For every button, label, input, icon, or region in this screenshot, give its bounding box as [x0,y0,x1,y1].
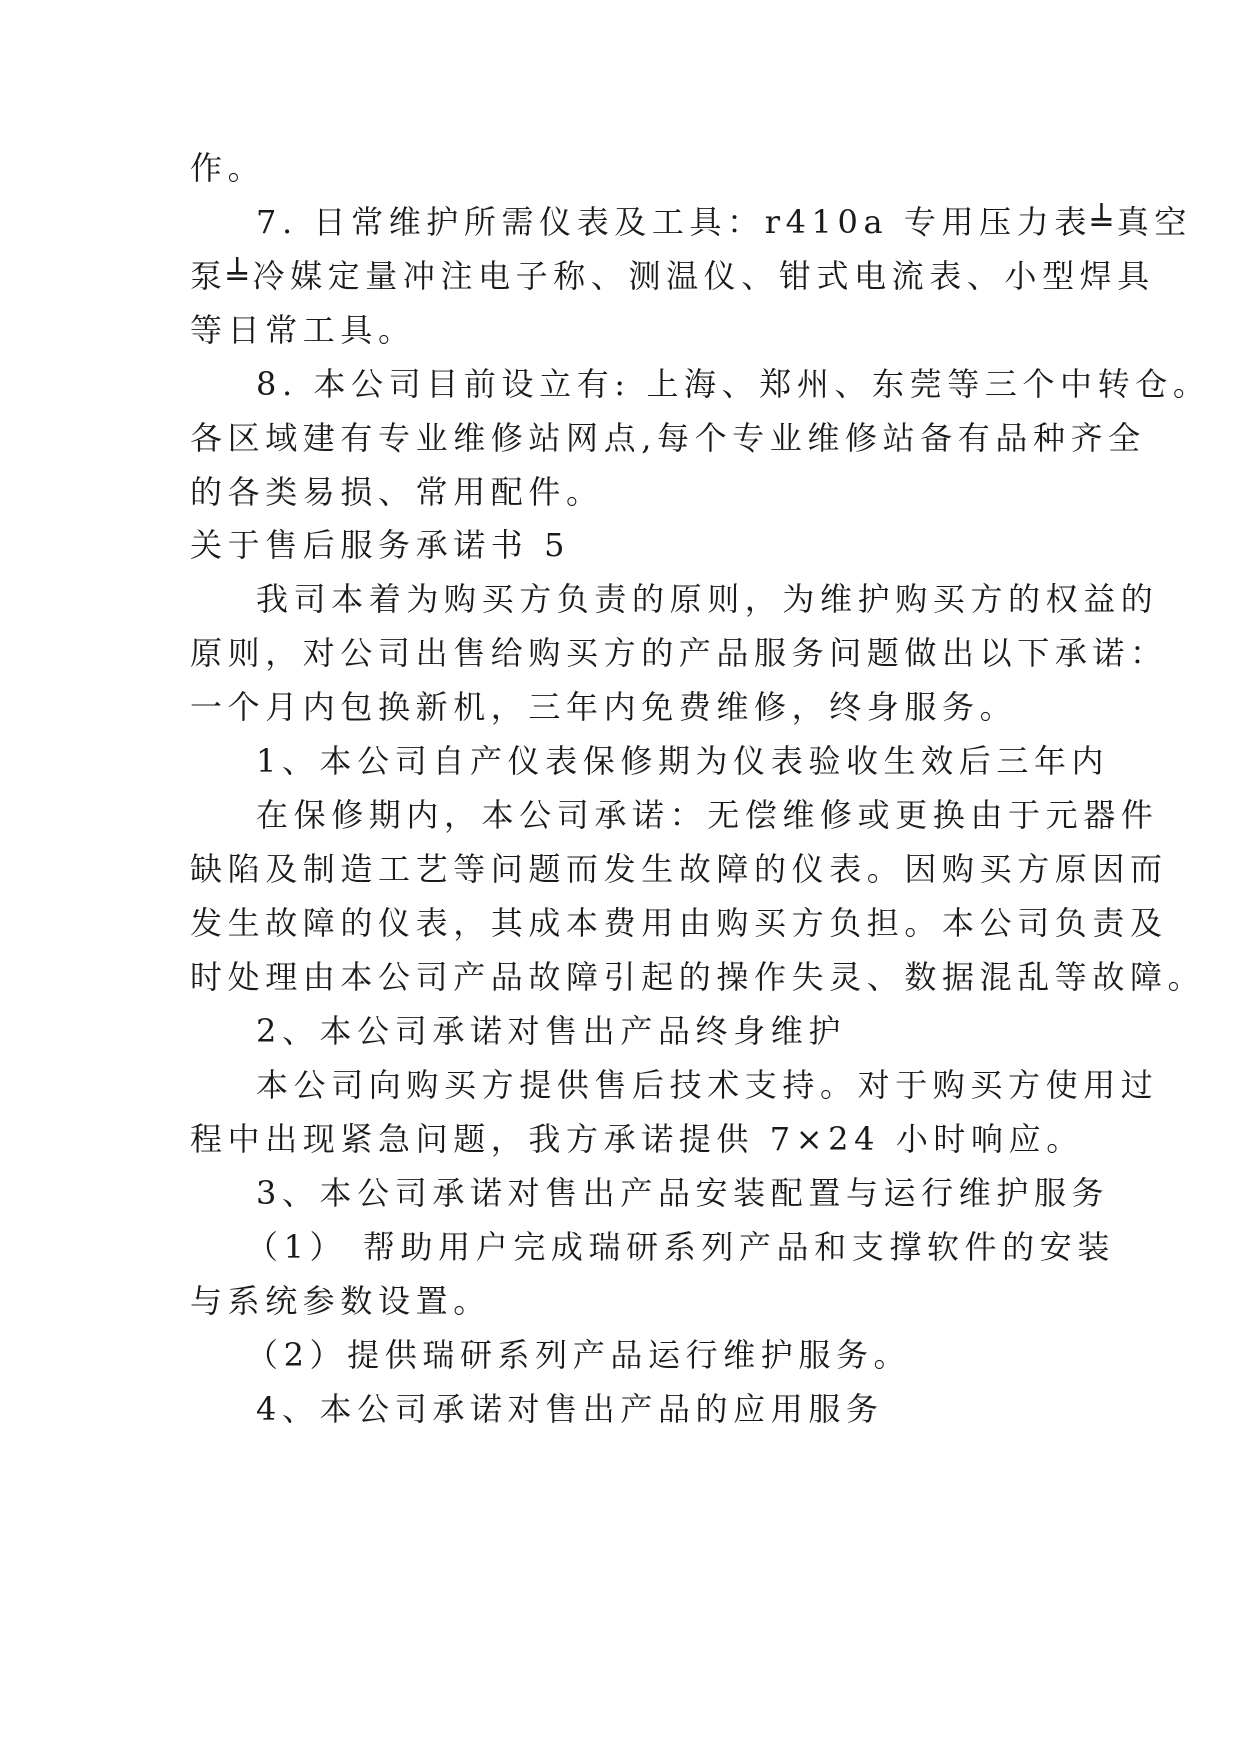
text-line: 1、本公司自产仪表保修期为仪表验收生效后三年内 [256,742,1110,780]
text-line: 缺陷及制造工艺等问题而发生故障的仪表。因购买方原因而 [190,850,1168,888]
text-line: 泵╧冷媒定量冲注电子称、测温仪、钳式电流表、小型焊具 [190,257,1155,295]
text-line: 一个月内包换新机，三年内免费维修，终身服务。 [190,688,1018,726]
text-line: 本公司向购买方提供售后技术支持。对于购买方使用过 [256,1066,1159,1104]
text-line: （1） 帮助用户完成瑞研系列产品和支撑软件的安装 [246,1228,1115,1266]
text-line: 等日常工具。 [190,311,416,349]
text-line: 程中出现紧急问题，我方承诺提供 7×24 小时响应。 [190,1120,1084,1158]
text-line: 发生故障的仪表，其成本费用由购买方负担。本公司负责及 [190,904,1168,942]
text-line: 4、本公司承诺对售出产品的应用服务 [256,1390,884,1428]
text-line: 2、本公司承诺对售出产品终身维护 [256,1012,846,1050]
text-line: 在保修期内，本公司承诺：无偿维修或更换由于元器件 [256,796,1159,834]
section-heading: 关于售后服务承诺书 5 [190,526,571,564]
text-line: 与系统参数设置。 [190,1282,491,1320]
text-line: 8. 本公司目前设立有: 上海、郑州、东莞等三个中转仓。 [256,365,1211,403]
text-line: 7. 日常维护所需仪表及工具：r410a 专用压力表╧真空 [256,203,1192,241]
text-line: 作。 [190,149,266,187]
text-line: （2）提供瑞研系列产品运行维护服务。 [246,1336,912,1374]
text-line: 3、本公司承诺对售出产品安装配置与运行维护服务 [256,1174,1110,1212]
text-line: 时处理由本公司产品故障引起的操作失灵、数据混乱等故障。 [190,958,1206,996]
text-line: 各区域建有专业维修站网点,每个专业维修站备有品种齐全 [190,419,1146,457]
text-line: 我司本着为购买方负责的原则，为维护购买方的权益的 [256,580,1159,618]
text-line: 原则，对公司出售给购买方的产品服务问题做出以下承诺： [190,634,1168,672]
text-line: 的各类易损、常用配件。 [190,473,604,511]
